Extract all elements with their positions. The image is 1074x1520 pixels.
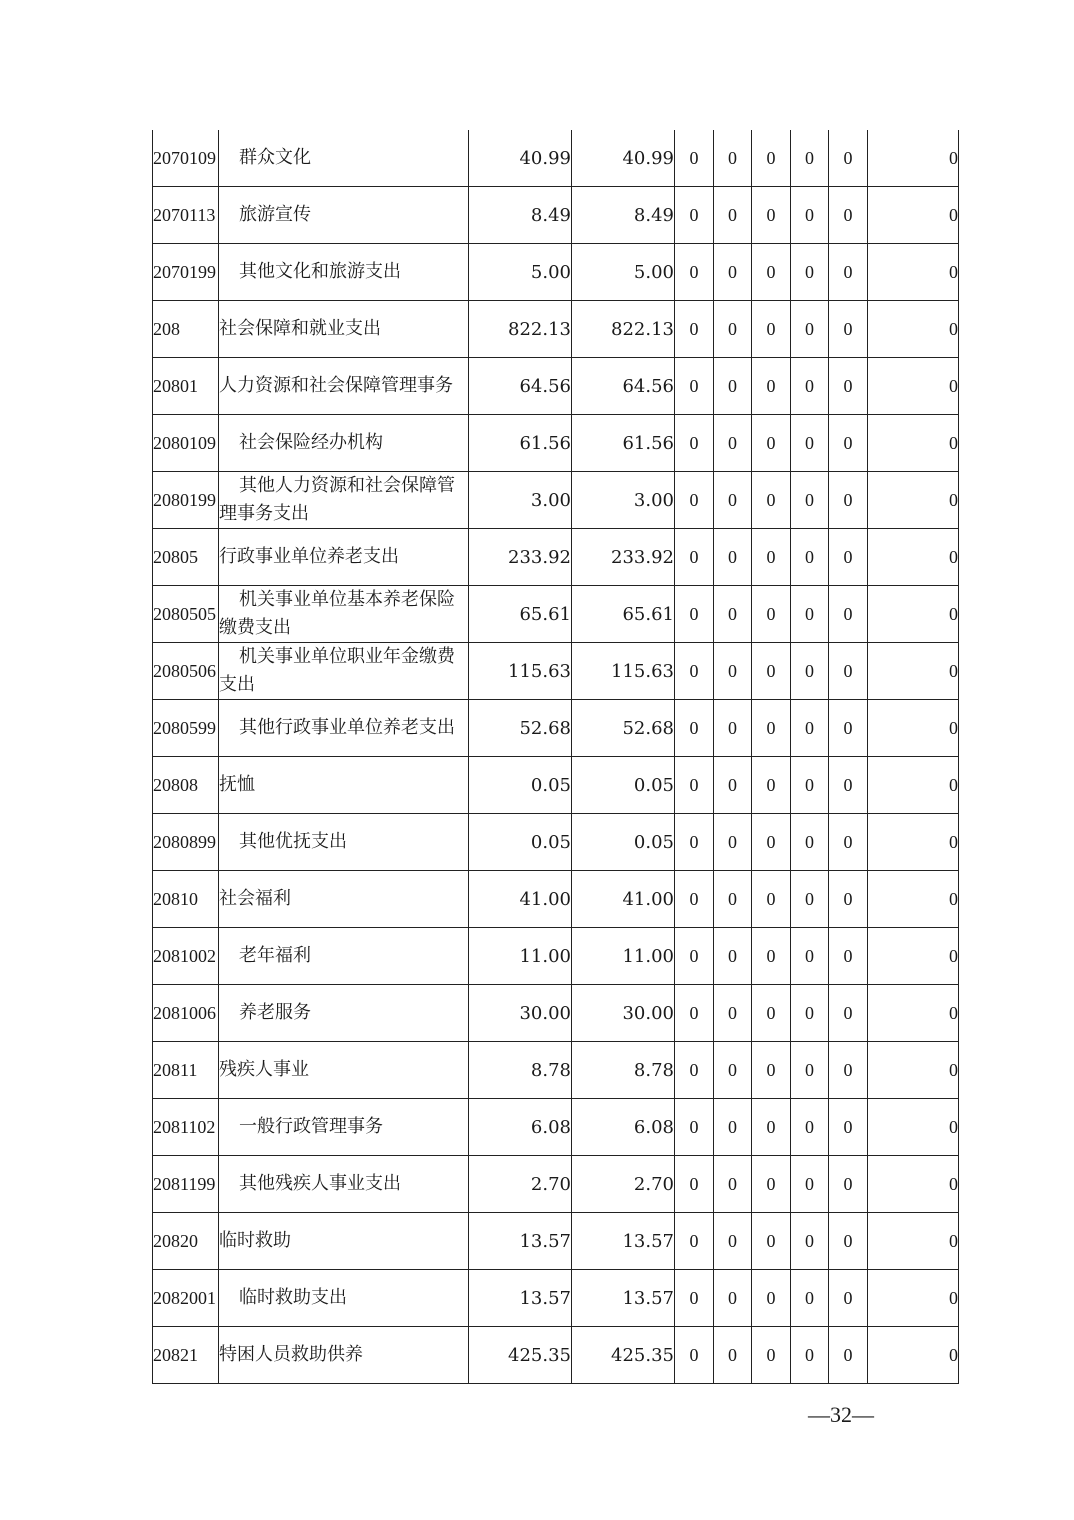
other-fund-amount: 0 bbox=[752, 1327, 791, 1384]
other-fund-amount: 0 bbox=[791, 928, 829, 985]
general-budget-amount: 41.00 bbox=[572, 871, 675, 928]
other-fund-amount: 0 bbox=[791, 586, 829, 643]
other-fund-amount: 0 bbox=[752, 871, 791, 928]
table-row bbox=[153, 301, 959, 358]
other-fund-amount: 0 bbox=[791, 700, 829, 757]
function-name: 抚恤 bbox=[219, 757, 469, 814]
function-name: 其他行政事业单位养老支出 bbox=[219, 700, 469, 757]
other-fund-amount: 0 bbox=[868, 301, 959, 358]
table-row bbox=[153, 529, 959, 586]
other-fund-amount: 0 bbox=[791, 415, 829, 472]
other-fund-amount: 0 bbox=[868, 1156, 959, 1213]
function-code: 2081199 bbox=[153, 1156, 219, 1213]
other-fund-amount: 0 bbox=[791, 1327, 829, 1384]
total-amount: 30.00 bbox=[469, 985, 572, 1042]
other-fund-amount: 0 bbox=[829, 529, 868, 586]
other-fund-amount: 0 bbox=[829, 187, 868, 244]
other-fund-amount: 0 bbox=[868, 1099, 959, 1156]
other-fund-amount: 0 bbox=[714, 130, 752, 187]
table-row bbox=[153, 1099, 959, 1156]
other-fund-amount: 0 bbox=[791, 814, 829, 871]
other-fund-amount: 0 bbox=[791, 643, 829, 700]
other-fund-amount: 0 bbox=[714, 415, 752, 472]
other-fund-amount: 0 bbox=[752, 643, 791, 700]
total-amount: 8.49 bbox=[469, 187, 572, 244]
other-fund-amount: 0 bbox=[714, 985, 752, 1042]
other-fund-amount: 0 bbox=[714, 1099, 752, 1156]
other-fund-amount: 0 bbox=[752, 985, 791, 1042]
table-row bbox=[153, 814, 959, 871]
other-fund-amount: 0 bbox=[791, 187, 829, 244]
other-fund-amount: 0 bbox=[868, 871, 959, 928]
other-fund-amount: 0 bbox=[714, 529, 752, 586]
total-amount: 115.63 bbox=[469, 643, 572, 700]
function-name: 其他残疾人事业支出 bbox=[219, 1156, 469, 1213]
total-amount: 61.56 bbox=[469, 415, 572, 472]
other-fund-amount: 0 bbox=[675, 1213, 714, 1270]
other-fund-amount: 0 bbox=[868, 1327, 959, 1384]
other-fund-amount: 0 bbox=[829, 358, 868, 415]
other-fund-amount: 0 bbox=[752, 244, 791, 301]
other-fund-amount: 0 bbox=[829, 928, 868, 985]
table-row bbox=[153, 1156, 959, 1213]
function-name: 特困人员救助供养 bbox=[219, 1327, 469, 1384]
other-fund-amount: 0 bbox=[752, 358, 791, 415]
other-fund-amount: 0 bbox=[829, 1270, 868, 1327]
total-amount: 13.57 bbox=[469, 1270, 572, 1327]
function-name: 其他优抚支出 bbox=[219, 814, 469, 871]
other-fund-amount: 0 bbox=[675, 643, 714, 700]
table-row bbox=[153, 358, 959, 415]
function-code: 20820 bbox=[153, 1213, 219, 1270]
other-fund-amount: 0 bbox=[868, 1042, 959, 1099]
total-amount: 0.05 bbox=[469, 814, 572, 871]
other-fund-amount: 0 bbox=[829, 130, 868, 187]
other-fund-amount: 0 bbox=[791, 757, 829, 814]
other-fund-amount: 0 bbox=[752, 472, 791, 529]
function-code: 20811 bbox=[153, 1042, 219, 1099]
function-name: 社会福利 bbox=[219, 871, 469, 928]
general-budget-amount: 11.00 bbox=[572, 928, 675, 985]
function-code: 2081002 bbox=[153, 928, 219, 985]
other-fund-amount: 0 bbox=[675, 1042, 714, 1099]
other-fund-amount: 0 bbox=[714, 814, 752, 871]
other-fund-amount: 0 bbox=[675, 529, 714, 586]
other-fund-amount: 0 bbox=[791, 358, 829, 415]
other-fund-amount: 0 bbox=[752, 1270, 791, 1327]
other-fund-amount: 0 bbox=[752, 700, 791, 757]
total-amount: 822.13 bbox=[469, 301, 572, 358]
other-fund-amount: 0 bbox=[791, 985, 829, 1042]
general-budget-amount: 115.63 bbox=[572, 643, 675, 700]
other-fund-amount: 0 bbox=[714, 643, 752, 700]
function-name: 群众文化 bbox=[219, 130, 469, 187]
table-row bbox=[153, 643, 959, 700]
function-name: 社会保障和就业支出 bbox=[219, 301, 469, 358]
function-code: 2080506 bbox=[153, 643, 219, 700]
general-budget-amount: 13.57 bbox=[572, 1213, 675, 1270]
total-amount: 0.05 bbox=[469, 757, 572, 814]
function-name: 社会保险经办机构 bbox=[219, 415, 469, 472]
other-fund-amount: 0 bbox=[675, 187, 714, 244]
other-fund-amount: 0 bbox=[868, 472, 959, 529]
other-fund-amount: 0 bbox=[868, 928, 959, 985]
other-fund-amount: 0 bbox=[791, 871, 829, 928]
other-fund-amount: 0 bbox=[829, 700, 868, 757]
budget-table bbox=[152, 130, 959, 1384]
other-fund-amount: 0 bbox=[868, 643, 959, 700]
function-code: 2070113 bbox=[153, 187, 219, 244]
other-fund-amount: 0 bbox=[675, 472, 714, 529]
other-fund-amount: 0 bbox=[791, 529, 829, 586]
other-fund-amount: 0 bbox=[714, 700, 752, 757]
table-row bbox=[153, 130, 959, 187]
table-row bbox=[153, 1213, 959, 1270]
other-fund-amount: 0 bbox=[714, 757, 752, 814]
other-fund-amount: 0 bbox=[752, 1042, 791, 1099]
function-code: 2080505 bbox=[153, 586, 219, 643]
function-name: 老年福利 bbox=[219, 928, 469, 985]
function-name: 其他人力资源和社会保障管理事务支出 bbox=[219, 472, 469, 529]
other-fund-amount: 0 bbox=[714, 928, 752, 985]
other-fund-amount: 0 bbox=[675, 1099, 714, 1156]
other-fund-amount: 0 bbox=[714, 1270, 752, 1327]
general-budget-amount: 13.57 bbox=[572, 1270, 675, 1327]
other-fund-amount: 0 bbox=[675, 700, 714, 757]
function-code: 2082001 bbox=[153, 1270, 219, 1327]
other-fund-amount: 0 bbox=[714, 187, 752, 244]
function-name: 人力资源和社会保障管理事务 bbox=[219, 358, 469, 415]
other-fund-amount: 0 bbox=[791, 244, 829, 301]
other-fund-amount: 0 bbox=[714, 301, 752, 358]
total-amount: 8.78 bbox=[469, 1042, 572, 1099]
table-body bbox=[153, 130, 959, 1384]
other-fund-amount: 0 bbox=[868, 130, 959, 187]
general-budget-amount: 0.05 bbox=[572, 757, 675, 814]
other-fund-amount: 0 bbox=[868, 586, 959, 643]
other-fund-amount: 0 bbox=[752, 529, 791, 586]
other-fund-amount: 0 bbox=[791, 1042, 829, 1099]
other-fund-amount: 0 bbox=[791, 301, 829, 358]
function-name: 行政事业单位养老支出 bbox=[219, 529, 469, 586]
other-fund-amount: 0 bbox=[752, 301, 791, 358]
general-budget-amount: 3.00 bbox=[572, 472, 675, 529]
other-fund-amount: 0 bbox=[675, 415, 714, 472]
table-row bbox=[153, 244, 959, 301]
other-fund-amount: 0 bbox=[752, 814, 791, 871]
total-amount: 3.00 bbox=[469, 472, 572, 529]
other-fund-amount: 0 bbox=[868, 1270, 959, 1327]
function-name: 养老服务 bbox=[219, 985, 469, 1042]
function-code: 2080899 bbox=[153, 814, 219, 871]
table-row bbox=[153, 871, 959, 928]
function-name: 机关事业单位职业年金缴费支出 bbox=[219, 643, 469, 700]
other-fund-amount: 0 bbox=[752, 1156, 791, 1213]
function-name: 临时救助 bbox=[219, 1213, 469, 1270]
other-fund-amount: 0 bbox=[714, 1327, 752, 1384]
function-code: 2081102 bbox=[153, 1099, 219, 1156]
other-fund-amount: 0 bbox=[829, 1213, 868, 1270]
other-fund-amount: 0 bbox=[714, 358, 752, 415]
other-fund-amount: 0 bbox=[791, 1270, 829, 1327]
table-row bbox=[153, 757, 959, 814]
other-fund-amount: 0 bbox=[868, 187, 959, 244]
other-fund-amount: 0 bbox=[675, 1270, 714, 1327]
other-fund-amount: 0 bbox=[752, 130, 791, 187]
function-name: 旅游宣传 bbox=[219, 187, 469, 244]
table-row bbox=[153, 187, 959, 244]
other-fund-amount: 0 bbox=[868, 529, 959, 586]
function-code: 2080199 bbox=[153, 472, 219, 529]
other-fund-amount: 0 bbox=[675, 586, 714, 643]
other-fund-amount: 0 bbox=[829, 757, 868, 814]
other-fund-amount: 0 bbox=[868, 757, 959, 814]
general-budget-amount: 0.05 bbox=[572, 814, 675, 871]
other-fund-amount: 0 bbox=[675, 130, 714, 187]
other-fund-amount: 0 bbox=[868, 244, 959, 301]
total-amount: 13.57 bbox=[469, 1213, 572, 1270]
general-budget-amount: 64.56 bbox=[572, 358, 675, 415]
table-row bbox=[153, 700, 959, 757]
function-name: 临时救助支出 bbox=[219, 1270, 469, 1327]
other-fund-amount: 0 bbox=[675, 301, 714, 358]
table-row bbox=[153, 1270, 959, 1327]
other-fund-amount: 0 bbox=[714, 244, 752, 301]
total-amount: 11.00 bbox=[469, 928, 572, 985]
table-row bbox=[153, 1327, 959, 1384]
general-budget-amount: 233.92 bbox=[572, 529, 675, 586]
table-row bbox=[153, 928, 959, 985]
table-row bbox=[153, 472, 959, 529]
other-fund-amount: 0 bbox=[752, 187, 791, 244]
other-fund-amount: 0 bbox=[829, 985, 868, 1042]
other-fund-amount: 0 bbox=[829, 301, 868, 358]
other-fund-amount: 0 bbox=[829, 814, 868, 871]
other-fund-amount: 0 bbox=[752, 1099, 791, 1156]
other-fund-amount: 0 bbox=[714, 1042, 752, 1099]
other-fund-amount: 0 bbox=[829, 586, 868, 643]
total-amount: 65.61 bbox=[469, 586, 572, 643]
general-budget-amount: 2.70 bbox=[572, 1156, 675, 1213]
other-fund-amount: 0 bbox=[829, 244, 868, 301]
other-fund-amount: 0 bbox=[675, 871, 714, 928]
function-code: 20810 bbox=[153, 871, 219, 928]
other-fund-amount: 0 bbox=[868, 1213, 959, 1270]
other-fund-amount: 0 bbox=[829, 1327, 868, 1384]
other-fund-amount: 0 bbox=[791, 1099, 829, 1156]
table-row bbox=[153, 586, 959, 643]
function-code: 208 bbox=[153, 301, 219, 358]
page-number: —32— bbox=[808, 1402, 874, 1427]
other-fund-amount: 0 bbox=[714, 871, 752, 928]
total-amount: 40.99 bbox=[469, 130, 572, 187]
total-amount: 425.35 bbox=[469, 1327, 572, 1384]
other-fund-amount: 0 bbox=[791, 1156, 829, 1213]
other-fund-amount: 0 bbox=[714, 1213, 752, 1270]
function-code: 2081006 bbox=[153, 985, 219, 1042]
function-code: 20801 bbox=[153, 358, 219, 415]
other-fund-amount: 0 bbox=[675, 814, 714, 871]
other-fund-amount: 0 bbox=[752, 757, 791, 814]
total-amount: 6.08 bbox=[469, 1099, 572, 1156]
function-code: 2080109 bbox=[153, 415, 219, 472]
general-budget-amount: 40.99 bbox=[572, 130, 675, 187]
general-budget-amount: 822.13 bbox=[572, 301, 675, 358]
other-fund-amount: 0 bbox=[714, 472, 752, 529]
general-budget-amount: 52.68 bbox=[572, 700, 675, 757]
general-budget-amount: 61.56 bbox=[572, 415, 675, 472]
other-fund-amount: 0 bbox=[829, 643, 868, 700]
table-row bbox=[153, 1042, 959, 1099]
function-code: 20805 bbox=[153, 529, 219, 586]
function-code: 20821 bbox=[153, 1327, 219, 1384]
total-amount: 64.56 bbox=[469, 358, 572, 415]
other-fund-amount: 0 bbox=[675, 985, 714, 1042]
function-name: 一般行政管理事务 bbox=[219, 1099, 469, 1156]
other-fund-amount: 0 bbox=[829, 415, 868, 472]
other-fund-amount: 0 bbox=[714, 586, 752, 643]
total-amount: 52.68 bbox=[469, 700, 572, 757]
total-amount: 5.00 bbox=[469, 244, 572, 301]
other-fund-amount: 0 bbox=[829, 472, 868, 529]
other-fund-amount: 0 bbox=[675, 1156, 714, 1213]
other-fund-amount: 0 bbox=[829, 1042, 868, 1099]
function-code: 20808 bbox=[153, 757, 219, 814]
general-budget-amount: 5.00 bbox=[572, 244, 675, 301]
general-budget-amount: 8.49 bbox=[572, 187, 675, 244]
function-code: 2070109 bbox=[153, 130, 219, 187]
total-amount: 41.00 bbox=[469, 871, 572, 928]
function-code: 2080599 bbox=[153, 700, 219, 757]
other-fund-amount: 0 bbox=[752, 586, 791, 643]
function-name: 残疾人事业 bbox=[219, 1042, 469, 1099]
table-row bbox=[153, 985, 959, 1042]
other-fund-amount: 0 bbox=[752, 415, 791, 472]
general-budget-amount: 65.61 bbox=[572, 586, 675, 643]
other-fund-amount: 0 bbox=[829, 1099, 868, 1156]
other-fund-amount: 0 bbox=[675, 928, 714, 985]
function-name: 机关事业单位基本养老保险缴费支出 bbox=[219, 586, 469, 643]
other-fund-amount: 0 bbox=[868, 358, 959, 415]
other-fund-amount: 0 bbox=[829, 1156, 868, 1213]
total-amount: 2.70 bbox=[469, 1156, 572, 1213]
general-budget-amount: 8.78 bbox=[572, 1042, 675, 1099]
other-fund-amount: 0 bbox=[868, 985, 959, 1042]
general-budget-amount: 425.35 bbox=[572, 1327, 675, 1384]
other-fund-amount: 0 bbox=[752, 928, 791, 985]
function-name: 其他文化和旅游支出 bbox=[219, 244, 469, 301]
other-fund-amount: 0 bbox=[791, 1213, 829, 1270]
other-fund-amount: 0 bbox=[675, 1327, 714, 1384]
other-fund-amount: 0 bbox=[829, 871, 868, 928]
other-fund-amount: 0 bbox=[752, 1213, 791, 1270]
general-budget-amount: 6.08 bbox=[572, 1099, 675, 1156]
total-amount: 233.92 bbox=[469, 529, 572, 586]
other-fund-amount: 0 bbox=[868, 415, 959, 472]
other-fund-amount: 0 bbox=[791, 472, 829, 529]
other-fund-amount: 0 bbox=[868, 814, 959, 871]
other-fund-amount: 0 bbox=[868, 700, 959, 757]
other-fund-amount: 0 bbox=[714, 1156, 752, 1213]
general-budget-amount: 30.00 bbox=[572, 985, 675, 1042]
function-code: 2070199 bbox=[153, 244, 219, 301]
other-fund-amount: 0 bbox=[675, 244, 714, 301]
other-fund-amount: 0 bbox=[791, 130, 829, 187]
table-row bbox=[153, 415, 959, 472]
other-fund-amount: 0 bbox=[675, 358, 714, 415]
other-fund-amount: 0 bbox=[675, 757, 714, 814]
